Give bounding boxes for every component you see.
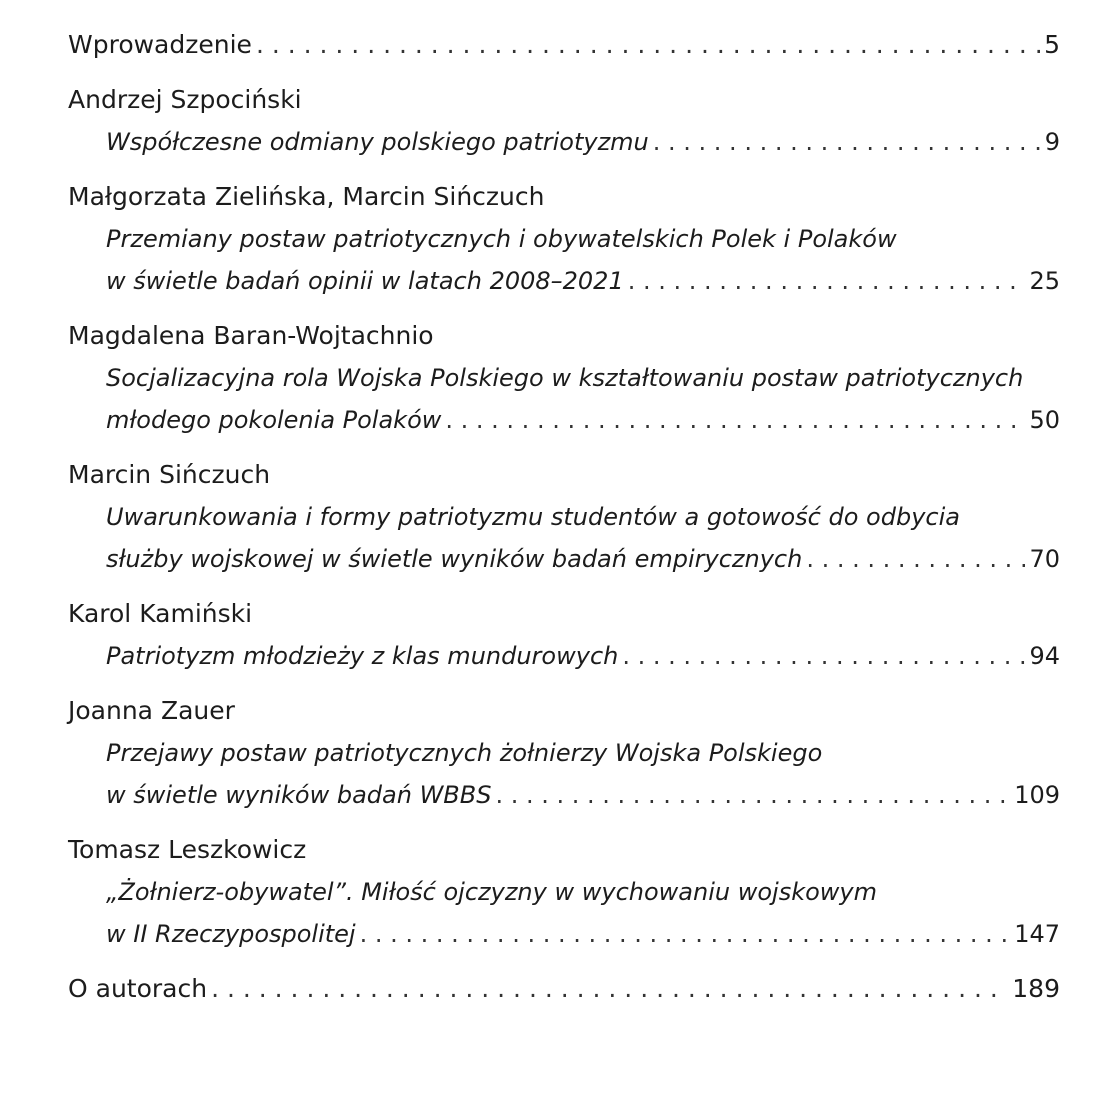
entry-title: młodego pokolenia Polaków (106, 406, 442, 434)
table-of-contents (68, 24, 1060, 1010)
entry-page: 25 (1029, 267, 1060, 295)
entry-title-line[interactable] (68, 218, 1060, 260)
toc-outro-line[interactable] (68, 968, 1060, 1010)
dot-leader (628, 260, 1026, 302)
entry-author: Małgorzata Zielińska, Marcin Sińczuch (68, 182, 545, 211)
entry-title-line[interactable] (68, 496, 1060, 538)
entry-title: Patriotyzm młodzieży z klas mundurowych (106, 642, 619, 670)
toc-intro-page: 5 (1044, 30, 1060, 59)
dot-leader (806, 538, 1025, 580)
entry-author: Tomasz Leszkowicz (68, 835, 307, 864)
toc-outro-page: 189 (1012, 974, 1060, 1003)
entry-title: Przejawy postaw patriotycznych żołnierzy Wojska Polskiego (106, 739, 823, 767)
entry-page: 50 (1029, 406, 1060, 434)
entry-title: Współczesne odmiany polskiego patriotyzmu (106, 128, 649, 156)
dot-leader (495, 774, 1010, 816)
entry-author: Magdalena Baran-Wojtachnio (68, 321, 434, 350)
entry-title-line[interactable] (68, 399, 1060, 441)
entry-author: Marcin Sińczuch (68, 460, 271, 489)
entry-title-line[interactable] (68, 538, 1060, 580)
entry-title: w świetle wyników badań WBBS (106, 781, 492, 809)
entry-title-line[interactable] (68, 121, 1060, 163)
dot-leader (211, 968, 1008, 1010)
toc-intro-title: Wprowadzenie (68, 30, 252, 59)
entry-title: służby wojskowej w świetle wyników badań empirycznych (106, 545, 803, 573)
entry-author: Andrzej Szpociński (68, 85, 302, 114)
dot-leader (622, 635, 1025, 677)
entry-title: Socjalizacyjna rola Wojska Polskiego w kształtowaniu postaw patriotycznych (106, 364, 1024, 392)
entry-title: Uwarunkowania i formy patriotyzmu studentów a gotowość do odbycia (106, 503, 960, 531)
entry-title-line[interactable] (68, 357, 1060, 399)
toc-intro-line[interactable] (68, 24, 1060, 66)
entry-author: Karol Kamiński (68, 599, 253, 628)
dot-leader (653, 121, 1041, 163)
entry-title-line[interactable] (68, 774, 1060, 816)
dot-leader (360, 913, 1011, 955)
dot-leader (445, 399, 1025, 441)
dot-leader (256, 24, 1040, 66)
entry-page: 9 (1044, 128, 1060, 156)
entry-page: 147 (1014, 920, 1060, 948)
toc-outro-title: O autorach (68, 974, 208, 1003)
entry-title-line[interactable] (68, 635, 1060, 677)
entry-title-line[interactable] (68, 260, 1060, 302)
entry-title: w II Rzeczypospolitej (106, 920, 356, 948)
entry-page: 94 (1029, 642, 1060, 670)
entry-title-line[interactable] (68, 913, 1060, 955)
entry-page: 109 (1014, 781, 1060, 809)
entry-page: 70 (1029, 545, 1060, 573)
entry-title: Przemiany postaw patriotycznych i obywatelskich Polek i Polaków (106, 225, 897, 253)
entry-title: „Żołnierz-obywatel”. Miłość ojczyzny w wychowaniu wojskowym (106, 878, 877, 906)
entry-title-line[interactable] (68, 732, 1060, 774)
entry-author: Joanna Zauer (68, 696, 235, 725)
entry-title-line[interactable] (68, 871, 1060, 913)
entry-title: w świetle badań opinii w latach 2008–2021 (106, 267, 624, 295)
